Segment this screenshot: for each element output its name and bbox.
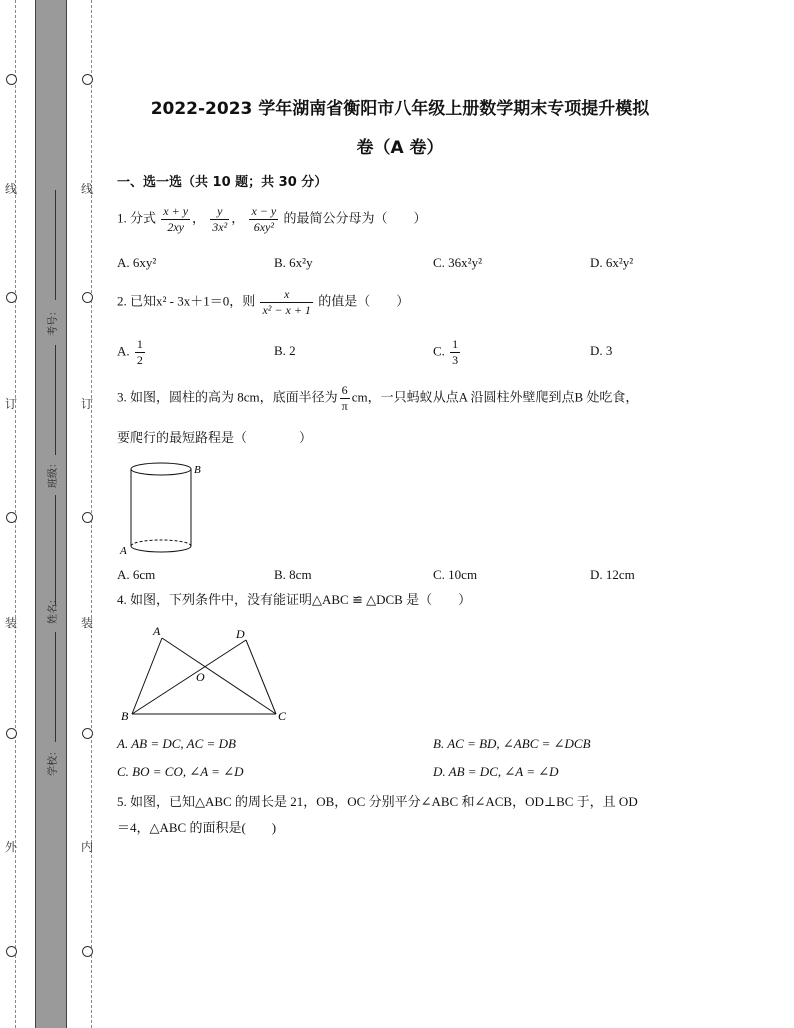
option-fraction [135, 337, 145, 368]
denominator: π [341, 399, 348, 413]
label-point-b: B [194, 464, 201, 476]
label-point-a: A [120, 545, 127, 557]
denominator: 2 [136, 353, 143, 367]
cylinder-bottom-front [131, 546, 191, 552]
q3-option-d: D. 12cm [590, 567, 635, 582]
field-line [55, 190, 56, 300]
question-3-line-1 [117, 383, 638, 414]
margin-char: 订 [5, 397, 18, 411]
segment-ac [162, 638, 276, 714]
q4-option-a: A. AB = DC, AC = DB [117, 736, 236, 751]
field-label-school: 学校： [48, 746, 59, 776]
numerator: y [210, 204, 229, 220]
punch-hole [6, 74, 17, 85]
punch-hole [82, 946, 93, 957]
field-line [55, 345, 56, 455]
margin-char: 装 [81, 616, 94, 630]
triangle-figure [115, 622, 295, 726]
option-letter: A. [117, 343, 130, 359]
punch-hole [82, 292, 93, 303]
q2-option-b: B. 2 [274, 343, 296, 358]
numerator: x − y [251, 204, 277, 218]
page-title-line2: 卷（A 卷） [356, 138, 444, 158]
cylinder-figure [115, 458, 215, 558]
q2-option-a [117, 337, 147, 368]
segment-ab [132, 638, 162, 714]
label-a: A [153, 624, 161, 638]
label-d: D [236, 627, 245, 641]
q2-option-c [433, 337, 462, 368]
numerator: x [260, 287, 312, 303]
q1-fraction-3 [249, 204, 278, 235]
punch-hole [82, 74, 93, 85]
label-o: O [196, 670, 205, 684]
question-5-line-1: 5. 如图，已知△ABC 的周长是 21，OB，OC 分别平分∠ABC 和∠ACB，OD⊥BC 于，且 OD [117, 794, 638, 809]
field-line [55, 495, 56, 605]
option-fraction [450, 337, 460, 368]
question-3-line-2: 要爬行的最短路程是（ ） [117, 430, 313, 445]
q1-option-b: B. 6x²y [274, 255, 313, 270]
section-heading: 一、选一选（共 10 题；共 30 分） [117, 175, 328, 190]
q3-fraction [340, 383, 350, 414]
field-label-name: 姓名： [48, 594, 59, 624]
q1-option-a: A. 6xy² [117, 255, 157, 270]
q1-fraction-2 [210, 204, 229, 235]
margin-char: 订 [81, 397, 94, 411]
segment-db [132, 640, 246, 714]
numerator: 6 [340, 383, 350, 399]
label-c: C [278, 709, 287, 723]
numerator: 1 [136, 337, 143, 351]
q2-suffix: 的值是（ ） [318, 293, 410, 309]
punch-hole [6, 292, 17, 303]
denominator: 3 [452, 353, 459, 367]
q1-option-d: D. 6x²y² [590, 255, 634, 270]
denominator: 6xy² [253, 220, 274, 234]
field-label-exam-number: 考号： [48, 306, 59, 336]
q1-option-c: C. 36x²y² [433, 255, 482, 270]
label-b: B [121, 709, 129, 723]
cylinder-top [131, 463, 191, 475]
margin-char: 内 [81, 840, 94, 854]
option-letter: C. [433, 343, 445, 359]
q3-text-b: cm，一只蚂蚁从点A 沿圆柱外壁爬到点B 处吃食， [351, 389, 639, 405]
q2-option-d: D. 3 [590, 343, 613, 358]
q4-option-c: C. BO = CO, ∠A = ∠D [117, 764, 244, 779]
field-label-class: 班级： [48, 458, 59, 488]
punch-hole [6, 946, 17, 957]
cylinder-bottom-back [131, 540, 191, 546]
segment-dc [246, 640, 276, 714]
q1-prefix: 1. 分式 [117, 210, 157, 226]
question-5-line-2: ＝4，△ABC 的面积是( ) [117, 820, 277, 835]
margin-char: 装 [5, 616, 18, 630]
margin-char: 外 [5, 840, 18, 854]
q3-option-b: B. 8cm [274, 567, 312, 582]
denominator: 3x² [212, 220, 228, 234]
denominator: x² − x + 1 [262, 303, 311, 317]
margin-char: 线 [81, 182, 94, 196]
question-4: 4. 如图，下列条件中，没有能证明△ABC ≌ △DCB 是（ ） [117, 592, 472, 607]
numerator: 1 [452, 337, 459, 351]
punch-hole [82, 728, 93, 739]
question-2 [117, 287, 409, 318]
q3-option-a: A. 6cm [117, 567, 156, 582]
question-1: 1. 分式 $\frac{x + y}{2xy}$ ， $\frac{y}{\text{3x²}}$ ， $\frac{x - y}{\text{6xy²}}$ 的最简公分母为（ ） [117, 204, 427, 234]
q4-option-d: D. AB = DC, ∠A = ∠D [433, 764, 559, 779]
punch-hole [6, 512, 17, 523]
q1-fraction-1 [161, 204, 190, 235]
q2-prefix: 2. 已知x² - 3x＋1＝0，则 [117, 293, 256, 309]
punch-hole [6, 728, 17, 739]
q3-text-a: 3. 如图，圆柱的高为 8cm，底面半径为 [117, 389, 338, 405]
binding-gutter [35, 0, 67, 1028]
field-line [55, 632, 56, 742]
numerator: x + y [163, 204, 189, 218]
page-title: 2022-2023 学年湖南省衡阳市八年级上册数学期末专项提升模拟 [150, 99, 650, 119]
punch-hole [82, 512, 93, 523]
margin-char: 线 [5, 182, 18, 196]
q3-option-c: C. 10cm [433, 567, 478, 582]
q1-suffix: 的最简公分母为（ ） [283, 210, 427, 226]
q4-option-b: B. AC = BD, ∠ABC = ∠DCB [433, 736, 591, 751]
q2-fraction [260, 287, 312, 318]
denominator: 2xy [167, 220, 184, 234]
